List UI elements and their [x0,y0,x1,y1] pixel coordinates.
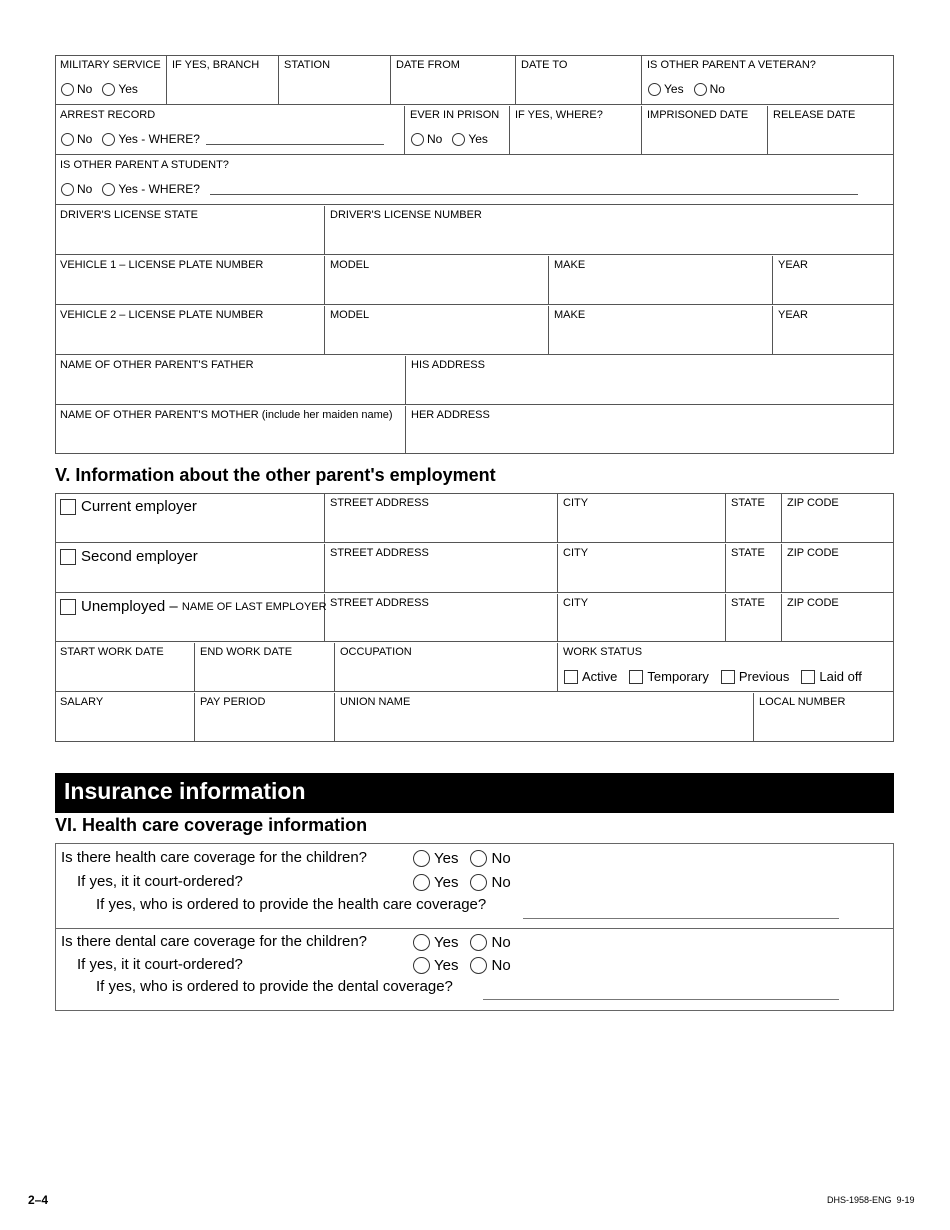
unemployed-row [55,594,894,642]
father-address-label: HIS ADDRESS [411,359,485,371]
station-label: STATION [284,59,331,71]
mother-row [55,406,894,453]
father-name-label: NAME OF OTHER PARENT'S FATHER [60,359,254,371]
health-q3: If yes, who is ordered to provide the health care coverage? [96,896,487,913]
military-service-cell [55,56,167,104]
date-from-label: DATE FROM [396,59,460,71]
license-number-field[interactable] [325,206,894,254]
second-state-label: STATE [731,547,765,559]
release-date-field[interactable] [768,106,894,154]
unemployed-city-field[interactable] [558,594,726,641]
health-q1-no-label: No [491,850,511,867]
local-number-label: LOCAL NUMBER [759,696,846,708]
occupation-field[interactable] [335,643,558,691]
health-coverage-box [55,843,894,929]
vehicle1-model-label: MODEL [330,259,370,271]
vehicle2-plate-label: VEHICLE 2 – LICENSE PLATE NUMBER [60,309,264,321]
start-work-label: START WORK DATE [60,646,164,658]
mother-name-field[interactable] [55,406,406,453]
license-state-field[interactable] [55,206,325,254]
union-name-label: UNION NAME [340,696,411,708]
prison-yes-label: Yes [468,132,488,146]
unemployed-dash: – [165,598,182,615]
student-row [55,156,894,205]
work-status-label: WORK STATUS [563,646,643,658]
dental-q2-no-label: No [491,957,511,974]
current-employer-row [55,494,894,543]
work-row [55,643,894,692]
insurance-banner: Insurance information [55,773,894,813]
arrest-no-label: No [77,132,93,146]
health-q2-no-radio[interactable] [470,874,487,891]
father-name-field[interactable] [55,356,406,404]
student-no-radio[interactable] [61,183,74,196]
unemployed-state-field[interactable] [726,594,782,641]
vehicle1-make-field[interactable] [549,256,773,304]
release-date-label: RELEASE DATE [773,109,856,121]
student-cell [55,156,894,204]
vehicle1-plate-field[interactable] [55,256,325,304]
veteran-yes-label: Yes [664,82,684,96]
arrest-where-input[interactable] [206,134,384,145]
unemployed-zip-field[interactable] [782,594,894,641]
license-row [55,206,894,255]
arrest-yes-where-label: Yes - WHERE? [118,132,200,146]
student-no-label: No [77,182,93,196]
status-laid-off-checkbox[interactable] [801,670,815,684]
status-previous-label: Previous [738,669,790,684]
mother-address-label: HER ADDRESS [411,409,490,421]
vehicle2-row [55,306,894,355]
last-employer-label: NAME OF LAST EMPLOYER [181,600,327,613]
student-where-input[interactable] [210,184,858,195]
dental-q1: Is there dental care coverage for the children? [61,933,368,950]
unemployed-city-label: CITY [563,597,589,609]
vehicle2-model-label: MODEL [330,309,370,321]
veteran-no-radio[interactable] [694,83,707,96]
student-yes-where-label: Yes - WHERE? [118,182,200,196]
second-city-label: CITY [563,547,589,559]
end-work-field[interactable] [195,643,335,691]
military-row [55,56,894,105]
current-employer-checkbox[interactable] [60,499,76,515]
prison-where-field[interactable] [510,106,642,154]
end-work-label: END WORK DATE [200,646,293,658]
student-yes-radio[interactable] [102,183,115,196]
dental-q1-yes-radio[interactable] [413,934,430,951]
health-q1-no-radio[interactable] [470,850,487,867]
unemployed-cell[interactable] [55,594,325,641]
imprisoned-date-field[interactable] [642,106,768,154]
dental-q1-no-radio[interactable] [470,934,487,951]
dental-q1-no-label: No [491,934,511,951]
current-zip-field[interactable] [782,494,894,542]
status-temporary-checkbox[interactable] [629,670,643,684]
license-number-label: DRIVER'S LICENSE NUMBER [330,209,482,221]
salary-label: SALARY [60,696,104,708]
veteran-no-label: No [709,82,725,96]
page-number: 2–4 [28,1193,49,1207]
second-employer-label: Second employer [81,548,198,565]
father-row [55,356,894,405]
dental-q2-no-radio[interactable] [470,957,487,974]
local-number-field[interactable] [754,693,894,741]
current-city-field[interactable] [558,494,726,542]
dental-q2-yes-radio[interactable] [413,957,430,974]
prison-yes-radio[interactable] [452,133,465,146]
arrest-record-label: ARREST RECORD [60,109,156,121]
veteran-label: IS OTHER PARENT A VETERAN? [647,59,816,71]
vehicle1-row [55,256,894,305]
current-zip-label: ZIP CODE [787,497,839,509]
pay-period-label: PAY PERIOD [200,696,266,708]
second-city-field[interactable] [558,544,726,592]
health-q2-no-label: No [491,874,511,891]
branch-label: IF YES, BRANCH [172,59,260,71]
date-to-field[interactable] [516,56,642,104]
arrest-row [55,106,894,155]
vehicle1-make-label: MAKE [554,259,586,271]
prison-no-label: No [427,132,443,146]
current-city-label: CITY [563,497,589,509]
vehicle1-year-label: YEAR [778,259,808,271]
station-field[interactable] [279,56,391,104]
military-no-radio[interactable] [61,83,74,96]
health-provider-input[interactable] [523,918,839,919]
branch-field[interactable] [167,56,279,104]
second-state-field[interactable] [726,544,782,592]
unemployed-label: Unemployed [81,598,166,615]
arrest-yes-radio[interactable] [102,133,115,146]
vehicle1-model-field[interactable] [325,256,549,304]
imprisoned-date-label: IMPRISONED DATE [647,109,749,121]
arrest-no-radio[interactable] [61,133,74,146]
dental-q2-yes-label: Yes [434,957,459,974]
status-laid-off-label: Laid off [819,669,862,684]
prison-where-label: IF YES, WHERE? [515,109,603,121]
current-street-field[interactable] [325,494,558,542]
vehicle2-year-field[interactable] [773,306,894,354]
health-coverage-heading: VI. Health care coverage information [55,815,368,835]
current-employer-label: Current employer [81,498,197,515]
pay-row [55,693,894,741]
dental-q2: If yes, it it court-ordered? [77,956,243,973]
employment-heading: V. Information about the other parent's employment [55,465,496,485]
veteran-cell [642,56,894,104]
second-zip-field[interactable] [782,544,894,592]
vehicle2-make-field[interactable] [549,306,773,354]
unemployed-state-label: STATE [731,597,765,609]
second-employer-row [55,544,894,593]
second-street-label: STREET ADDRESS [330,547,429,559]
health-q2-yes-label: Yes [434,874,459,891]
current-state-label: STATE [731,497,765,509]
unemployed-zip-label: ZIP CODE [787,597,839,609]
military-yes-radio[interactable] [102,83,115,96]
dental-provider-input[interactable] [483,999,839,1000]
status-temporary-label: Temporary [647,669,709,684]
military-yes-label: Yes [118,82,138,96]
military-no-label: No [77,82,93,96]
vehicle2-year-label: YEAR [778,309,808,321]
status-previous-checkbox[interactable] [721,670,735,684]
occupation-label: OCCUPATION [340,646,412,658]
unemployed-street-field[interactable] [325,594,558,641]
dental-q1-yes-label: Yes [434,934,459,951]
health-q1: Is there health care coverage for the children? [61,849,368,866]
military-service-label: MILITARY SERVICE [60,59,161,71]
prison-cell [405,106,510,154]
form-id: DHS-1958-ENG 9-19 [827,1195,915,1205]
vehicle1-plate-label: VEHICLE 1 – LICENSE PLATE NUMBER [60,259,264,271]
second-employer-cell[interactable] [55,544,325,592]
status-active-checkbox[interactable] [564,670,578,684]
second-employer-checkbox[interactable] [60,549,76,565]
salary-field[interactable] [55,693,195,741]
current-state-field[interactable] [726,494,782,542]
vehicle2-model-field[interactable] [325,306,549,354]
veteran-yes-radio[interactable] [648,83,661,96]
unemployed-checkbox[interactable] [60,599,76,615]
second-street-field[interactable] [325,544,558,592]
student-label: IS OTHER PARENT A STUDENT? [60,159,229,171]
current-street-label: STREET ADDRESS [330,497,429,509]
date-from-field[interactable] [391,56,516,104]
prison-no-radio[interactable] [411,133,424,146]
arrest-record-cell [55,106,405,154]
union-name-field[interactable] [335,693,754,741]
health-q1-yes-radio[interactable] [413,850,430,867]
work-status-cell [558,643,894,691]
vehicle1-year-field[interactable] [773,256,894,304]
father-address-field[interactable] [406,356,894,404]
vehicle2-plate-field[interactable] [55,306,325,354]
dental-q3: If yes, who is ordered to provide the dental coverage? [96,978,453,995]
date-to-label: DATE TO [521,59,568,71]
current-employer-cell[interactable] [55,494,325,542]
health-q2-yes-radio[interactable] [413,874,430,891]
vehicle2-make-label: MAKE [554,309,586,321]
mother-address-field[interactable] [406,406,894,453]
status-active-label: Active [582,669,618,684]
start-work-field[interactable] [55,643,195,691]
health-q2: If yes, it it court-ordered? [77,873,243,890]
dental-coverage-box [55,928,894,1011]
pay-period-field[interactable] [195,693,335,741]
unemployed-street-label: STREET ADDRESS [330,597,429,609]
prison-label: EVER IN PRISON [410,109,500,121]
mother-name-label: NAME OF OTHER PARENT'S MOTHER (include her maiden name) [60,409,393,421]
license-state-label: DRIVER'S LICENSE STATE [60,209,198,221]
second-zip-label: ZIP CODE [787,547,839,559]
health-q1-yes-label: Yes [434,850,459,867]
